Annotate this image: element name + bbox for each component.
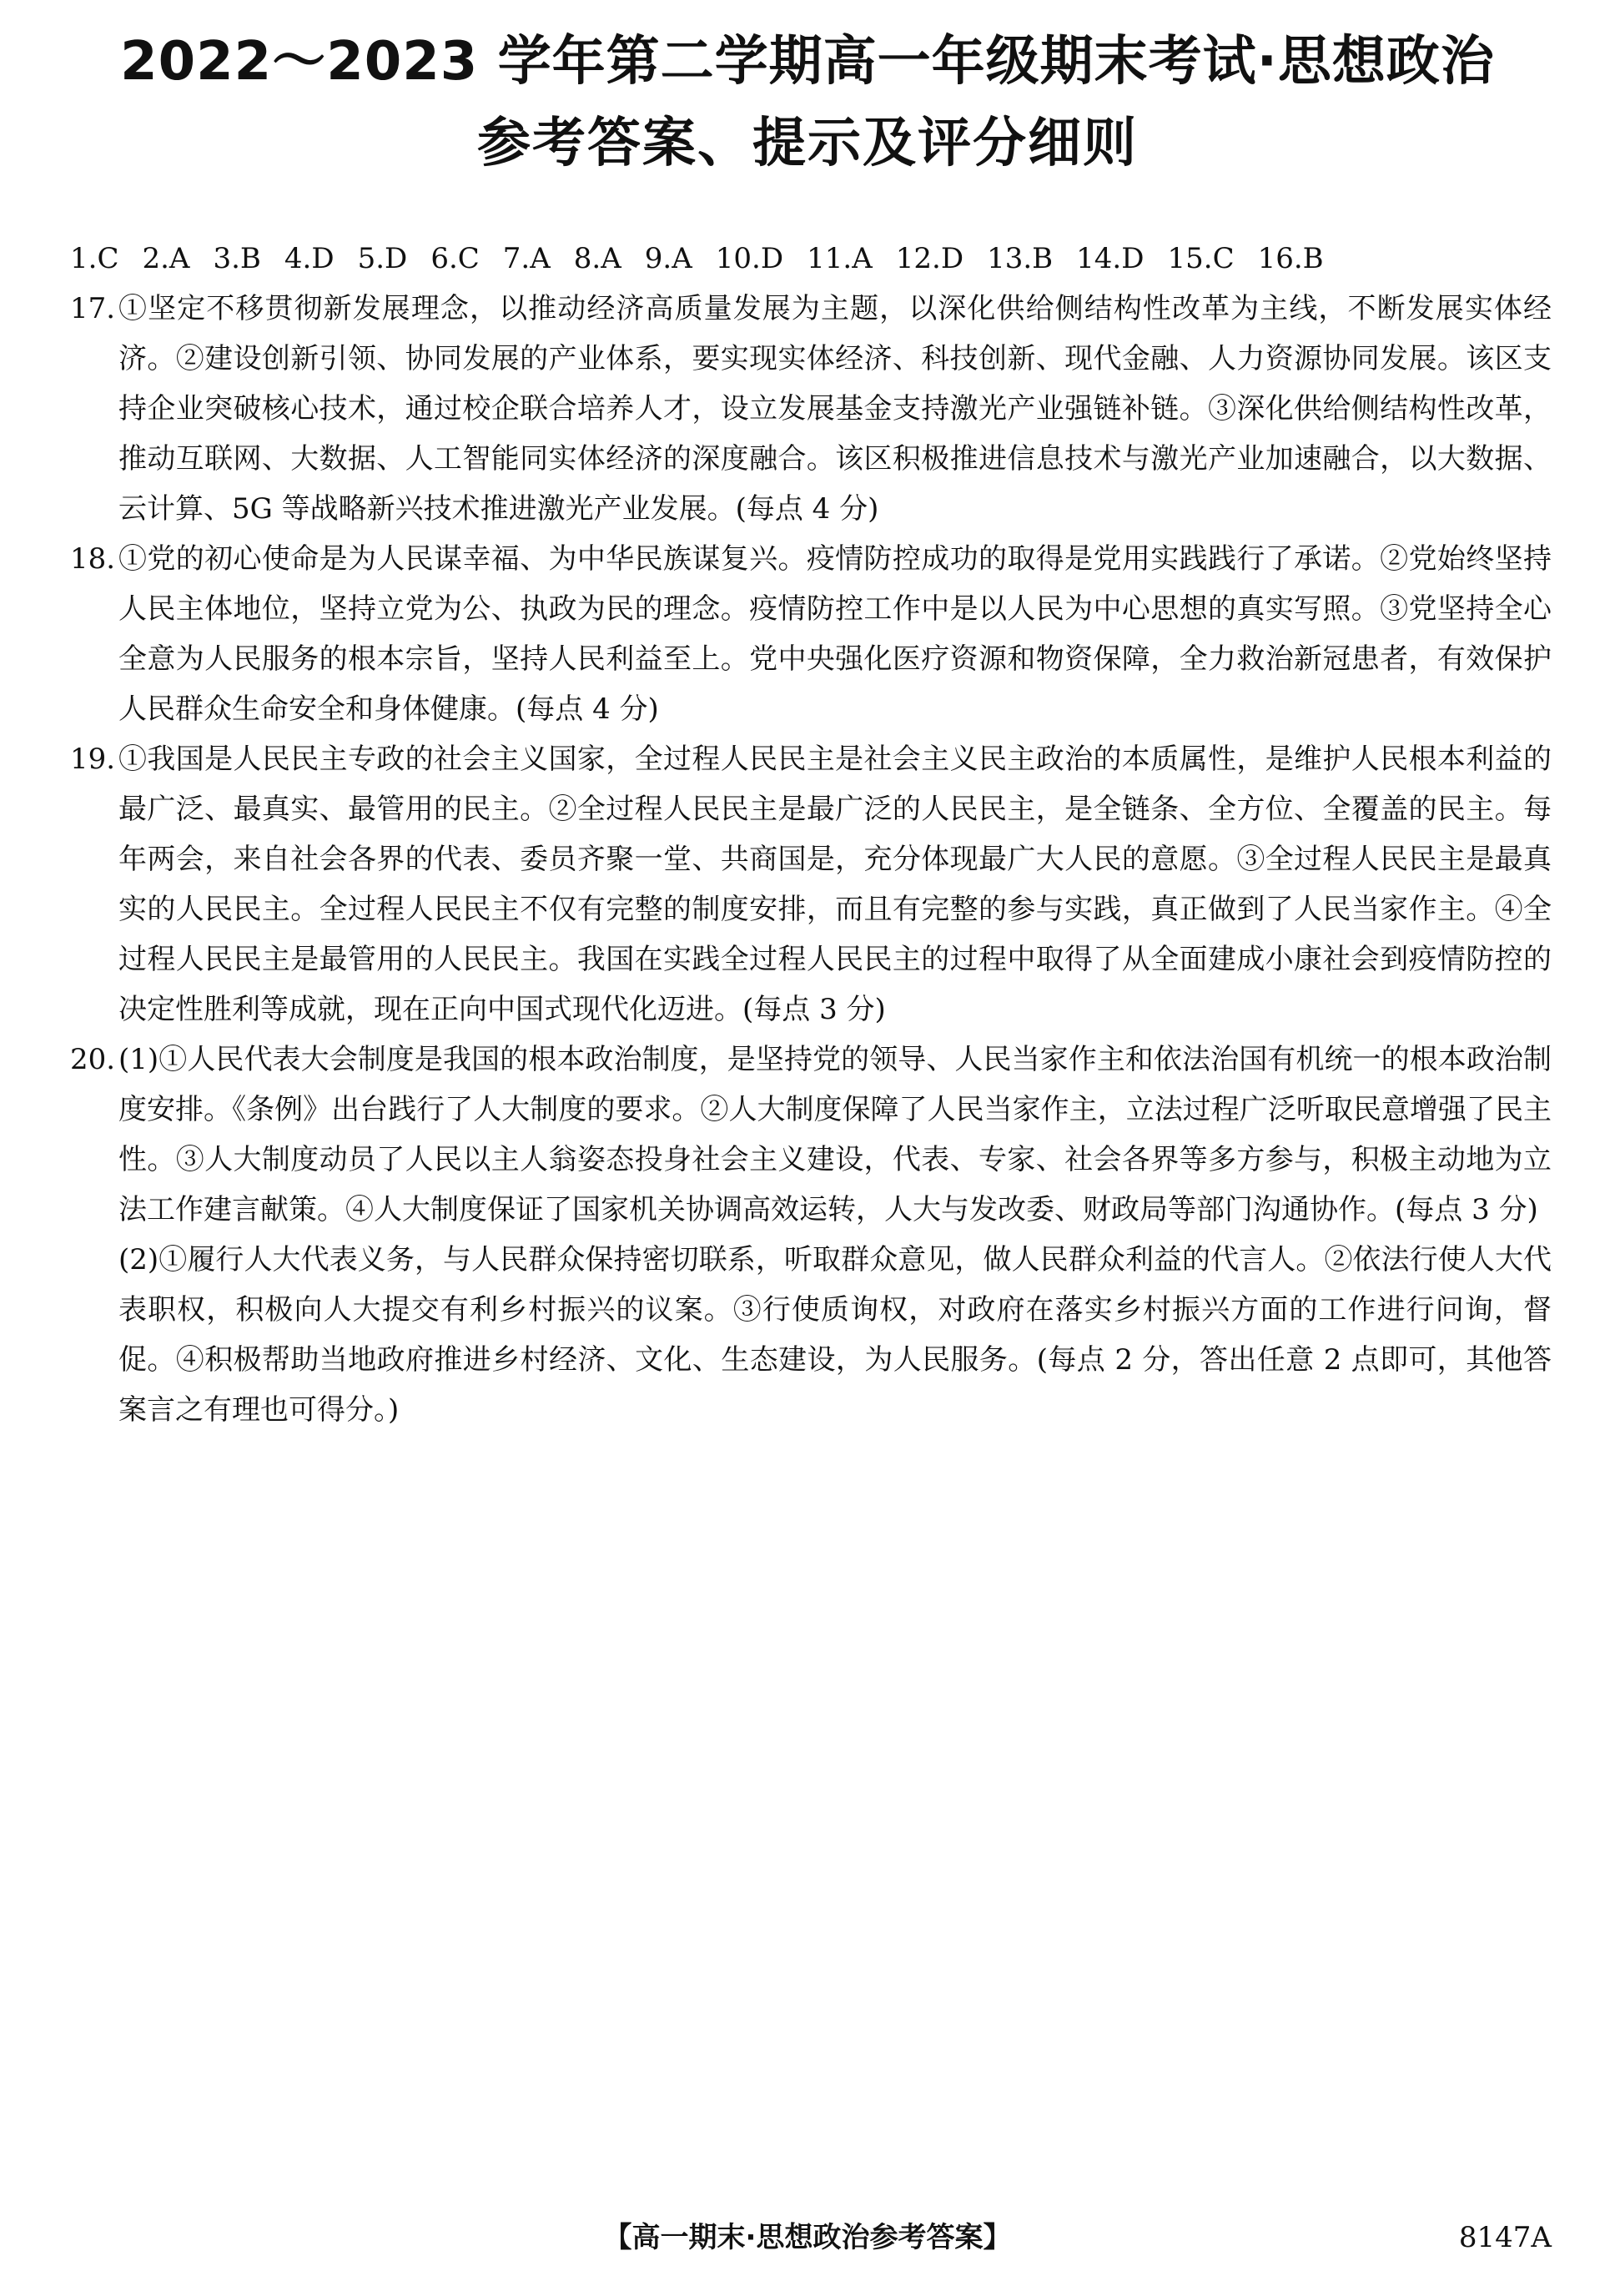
choice-answer: 5.D (357, 242, 408, 275)
choice-answer: 12.D (895, 242, 964, 275)
question-number: 18. (70, 542, 116, 576)
choice-answer: 2.A (142, 242, 190, 275)
answer-text-part-1: (1)①人民代表大会制度是我国的根本政治制度，是坚持党的领导、人民当家作主和依法治国有机统一的根本政治制度安排。《条例》出台践行了人大制度的要求。②人大制度保障了人民当家作主，立法过程广泛听取民意增强了民主性。③人大制度动员了人民以主人翁姿态投身社会主义建设，代表、专家、社会各界等多方参与，积极主动地为立法工作建言献策。④人大制度保证了国家机关协调高效运转，人大与发改委、财政局等部门沟通协作。(每点 3 分) (118, 1043, 1552, 1226)
choice-answer: 11.A (807, 242, 873, 275)
answer-18 (70, 534, 1552, 734)
choice-answer: 3.B (213, 242, 261, 275)
answer-text: ①我国是人民民主专政的社会主义国家，全过程人民民主是社会主义民主政治的本质属性，是维护人民根本利益的最广泛、最真实、最管用的民主。②全过程人民民主是最广泛的人民民主，是全链条、全方位、全覆盖的民主。每年两会，来自社会各界的代表、委员齐聚一堂、共商国是，充分体现最广大人民的意愿。③全过程人民民主是最真实的人民民主。全过程人民民主不仅有完整的制度安排，而且有完整的参与实践，真正做到了人民当家作主。④全过程人民民主是最管用的人民民主。我国在实践全过程人民民主的过程中取得了从全面建成小康社会到疫情防控的决定性胜利等成就，现在正向中国式现代化迈进。(每点 3 分) (118, 743, 1552, 1026)
multiple-choice-answers (70, 234, 1552, 284)
document-code: 8147A (1458, 2221, 1552, 2254)
answer-text: ①坚定不移贯彻新发展理念，以推动经济高质量发展为主题，以深化供给侧结构性改革为主线，不断发展实体经济。②建设创新引领、协同发展的产业体系，要实现实体经济、科技创新、现代金融、人力资源协同发展。该区支持企业突破核心技术，通过校企联合培养人才，设立发展基金支持激光产业强链补链。③深化供给侧结构性改革，推动互联网、大数据、人工智能同实体经济的深度融合。该区积极推进信息技术与激光产业加速融合，以大数据、云计算、5G 等战略新兴技术推进激光产业发展。(每点 4 分) (118, 292, 1552, 526)
choice-answer: 6.C (430, 242, 480, 275)
choice-answer: 1.C (70, 242, 119, 275)
choice-answer: 16.B (1257, 242, 1324, 275)
choice-answer: 14.D (1076, 242, 1145, 275)
choice-answer: 9.A (644, 242, 692, 275)
question-number: 17. (70, 292, 116, 325)
choice-answer: 15.C (1167, 242, 1235, 275)
choice-answer: 10.D (715, 242, 784, 275)
answer-20 (70, 1035, 1552, 1435)
answer-text: ①党的初心使命是为人民谋幸福、为中华民族谋复兴。疫情防控成功的取得是党用实践践行了承诺。②党始终坚持人民主体地位，坚持立党为公、执政为民的理念。疫情防控工作中是以人民为中心思想的真实写照。③党坚持全心全意为人民服务的根本宗旨，坚持人民利益至上。党中央强化医疗资源和物资保障，全力救治新冠患者，有效保护人民群众生命安全和身体健康。(每点 4 分) (118, 542, 1552, 726)
answer-17 (70, 284, 1552, 534)
choice-answer: 8.A (573, 242, 621, 275)
answer-text-part-2: (2)①履行人大代表义务，与人民群众保持密切联系，听取群众意见，做人民群众利益的代言人。②依法行使人大代表职权，积极向人大提交有利乡村振兴的议案。③行使质询权，对政府在落实乡村振兴方面的工作进行问询，督促。④积极帮助当地政府推进乡村经济、文化、生态建设，为人民服务。(每点 2 分，答出任意 2 点即可，其他答案言之有理也可得分。) (118, 1243, 1552, 1427)
answer-19 (70, 734, 1552, 1035)
exam-title: 2022～2023 学年第二学期高一年级期末考试·思想政治 (120, 31, 1495, 93)
document-header (0, 28, 1615, 177)
footer-label: 【高一期末·思想政治参考答案】 (603, 2221, 1012, 2254)
choice-answer: 13.B (987, 242, 1054, 275)
question-number: 19. (70, 743, 116, 776)
page-footer (0, 2213, 1615, 2263)
answer-key-subtitle: 参考答案、提示及评分细则 (477, 113, 1138, 174)
choice-answer: 4.D (284, 242, 335, 275)
choice-answer: 7.A (502, 242, 551, 275)
question-number: 20. (70, 1043, 116, 1076)
answer-content (70, 234, 1552, 1435)
